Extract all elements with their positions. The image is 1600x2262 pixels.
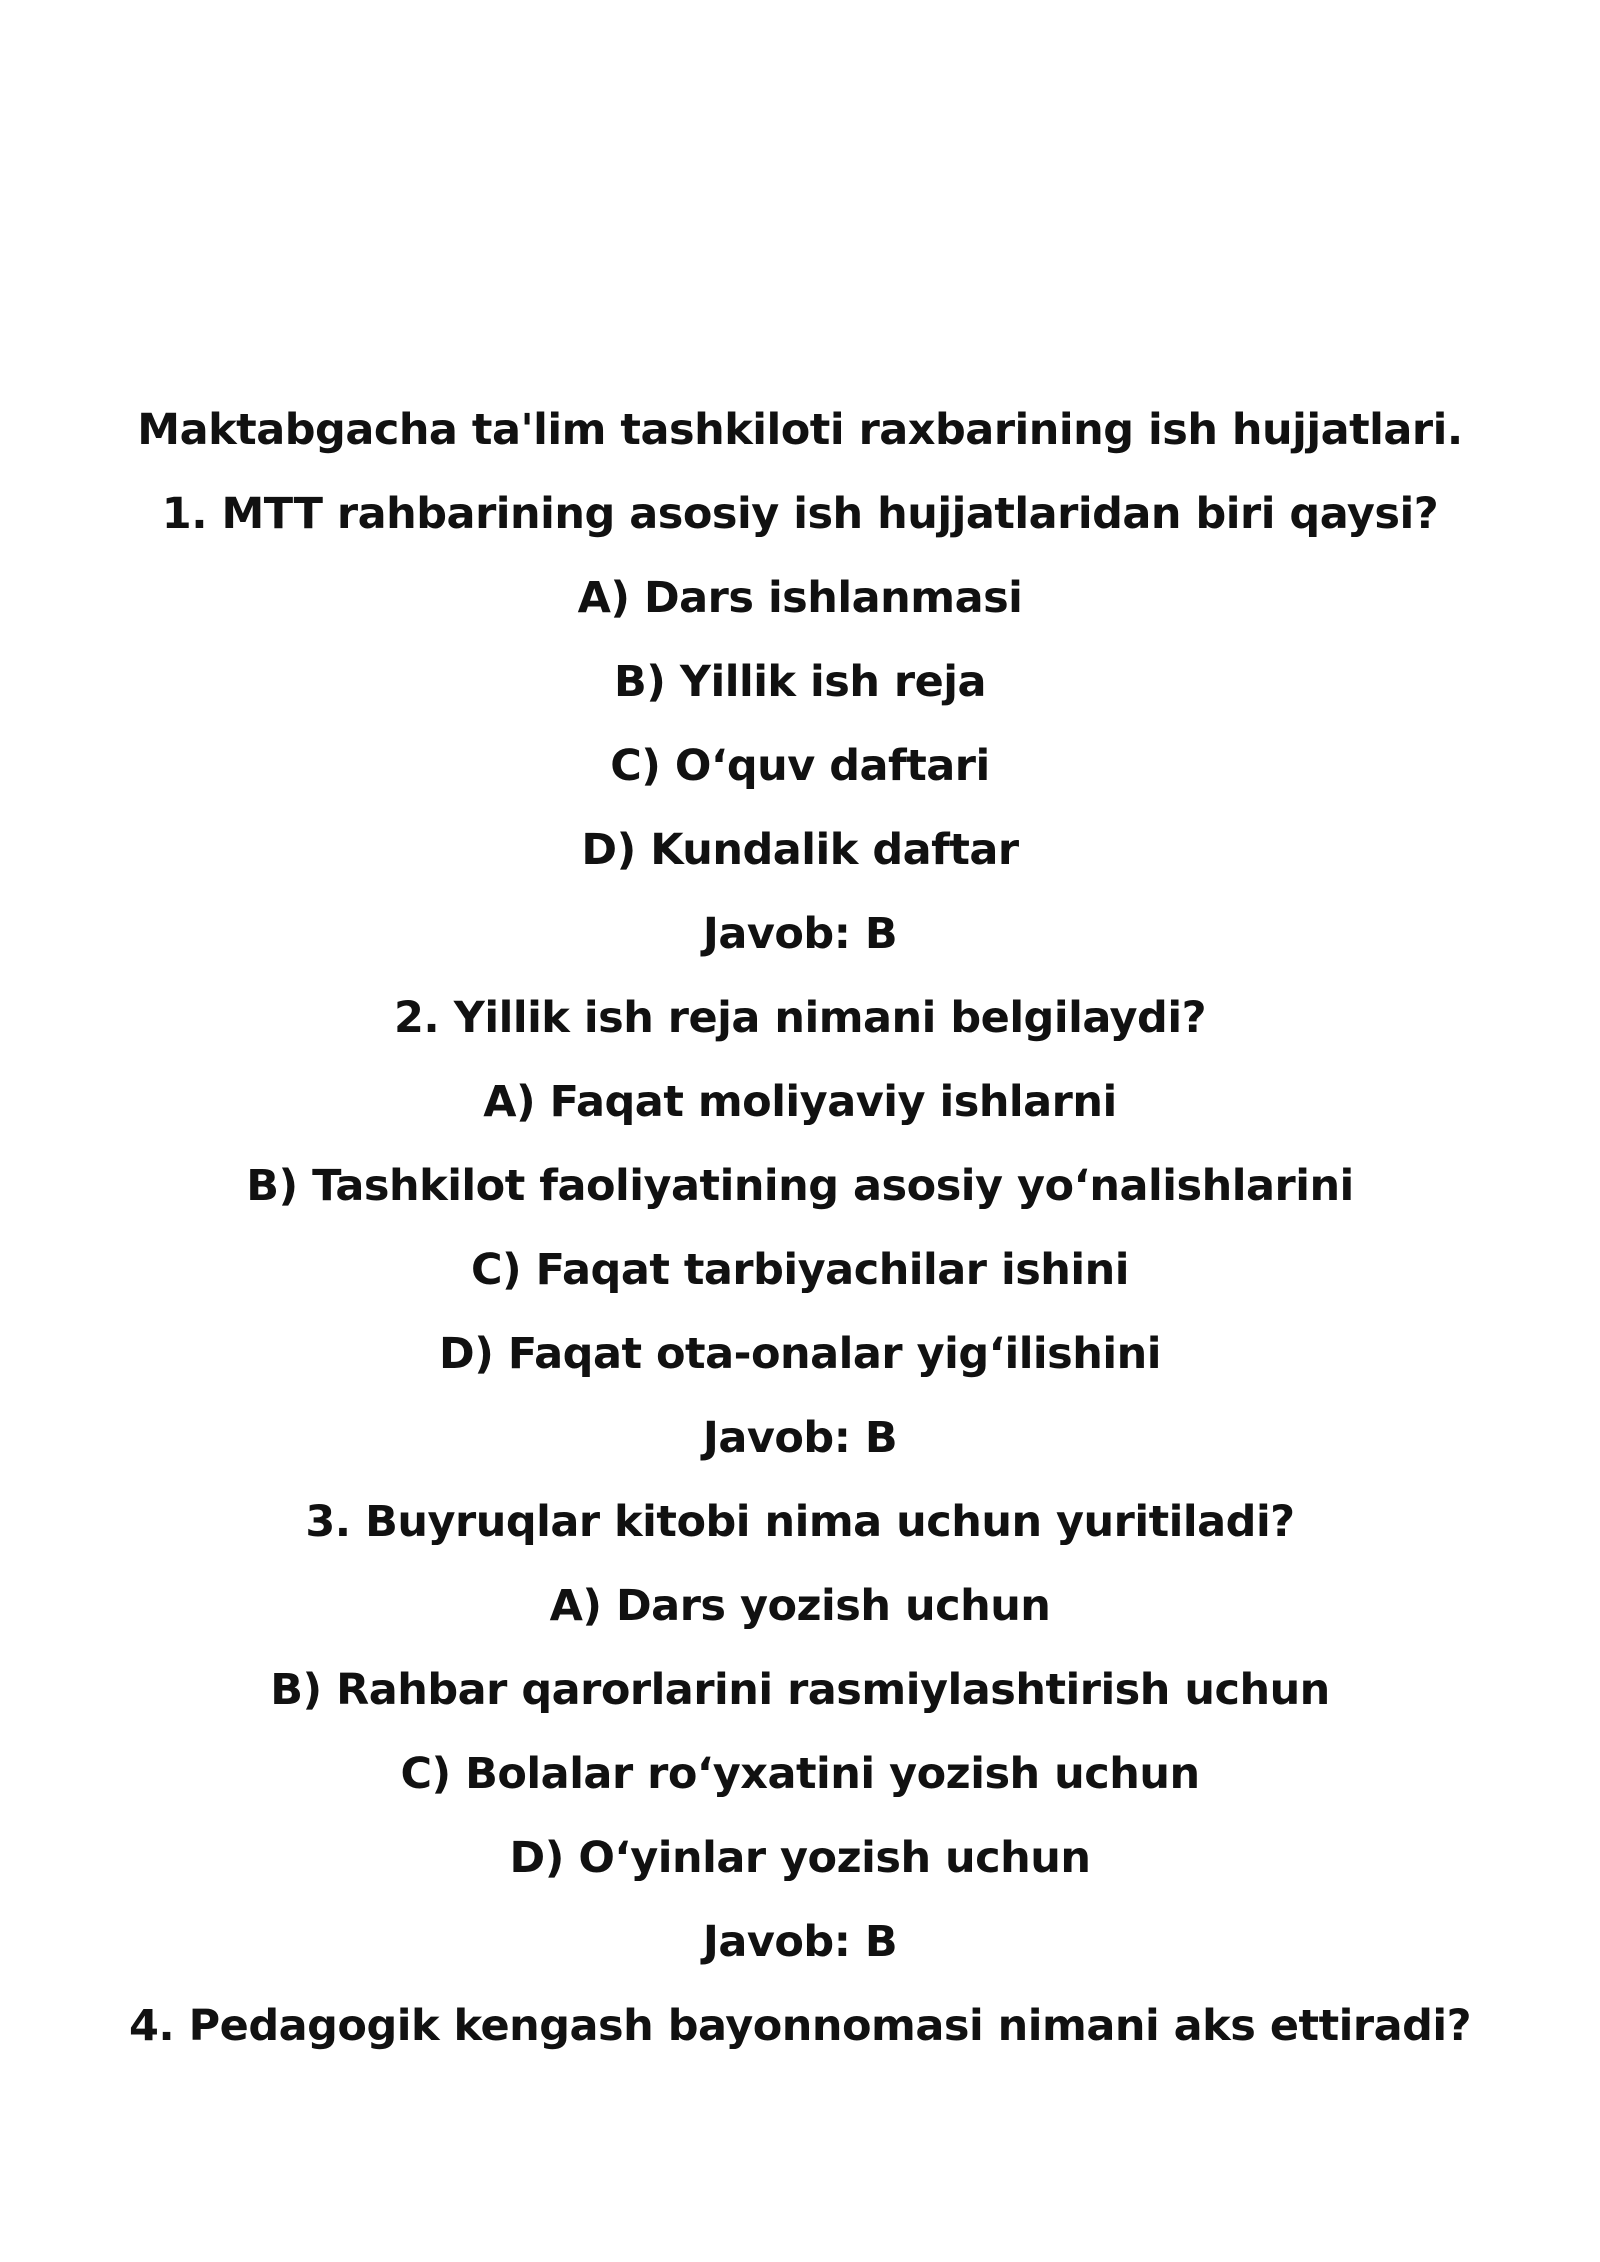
question-1-option-a: A) Dars ishlanmasi <box>577 573 1023 623</box>
document-body <box>0 388 1600 2068</box>
question-1-answer: Javob: B <box>702 909 898 959</box>
question-3-option-c: C) Bolalar ro‘yxatini yozish uchun <box>400 1749 1200 1799</box>
question-3-option-a: A) Dars yozish uchun <box>549 1581 1051 1631</box>
question-1-option-c: C) O‘quv daftari <box>610 741 990 791</box>
question-1: 1. MTT rahbarining asosiy ish hujjatlaridan biri qaysi? <box>161 489 1439 539</box>
question-2-answer: Javob: B <box>702 1413 898 1463</box>
question-2-option-c: C) Faqat tarbiyachilar ishini <box>470 1245 1130 1295</box>
question-3-option-b: B) Rahbar qarorlarini rasmiylashtirish uchun <box>270 1665 1330 1715</box>
question-3: 3. Buyruqlar kitobi nima uchun yuritiladi? <box>305 1497 1295 1547</box>
question-3-answer: Javob: B <box>702 1917 898 1967</box>
question-1-option-b: B) Yillik ish reja <box>613 657 987 707</box>
question-2-option-a: A) Faqat moliyaviy ishlarni <box>483 1077 1117 1127</box>
question-2: 2. Yillik ish reja nimani belgilaydi? <box>393 993 1207 1043</box>
question-2-option-d: D) Faqat ota-onalar yig‘ilishini <box>439 1329 1161 1379</box>
question-2-option-b: B) Tashkilot faoliyatining asosiy yo‘nalishlarini <box>246 1161 1354 1211</box>
question-1-option-d: D) Kundalik daftar <box>581 825 1019 875</box>
question-4: 4. Pedagogik kengash bayonnomasi nimani aks ettiradi? <box>128 2001 1472 2051</box>
question-3-option-d: D) O‘yinlar yozish uchun <box>509 1833 1091 1883</box>
document-title: Maktabgacha ta'lim tashkiloti raxbarining ish hujjatlari. <box>137 405 1463 455</box>
